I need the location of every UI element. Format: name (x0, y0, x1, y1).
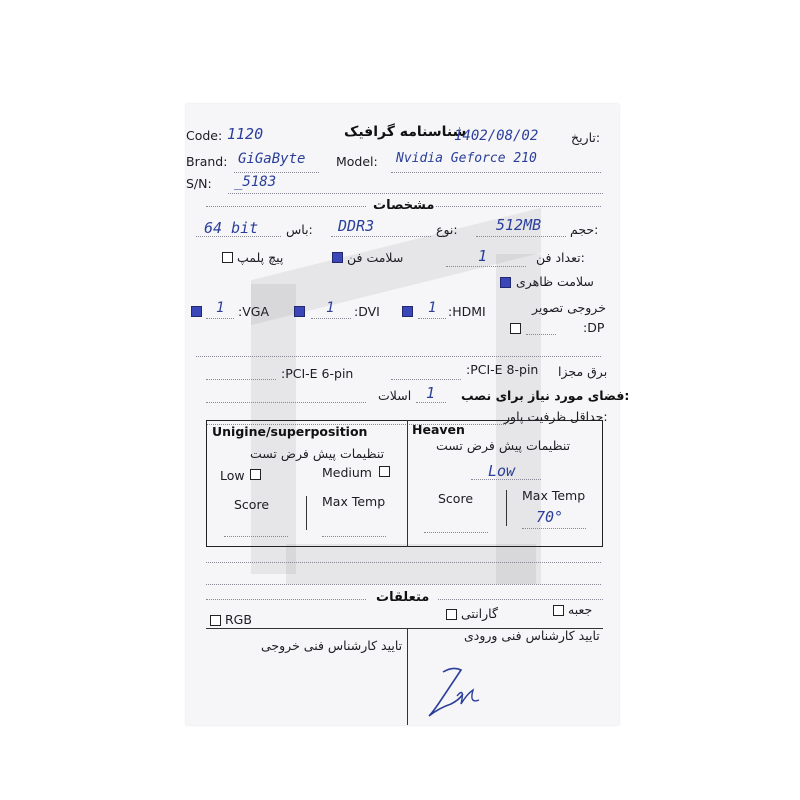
power-label: برق مجزا (558, 364, 608, 379)
appearance-checkbox[interactable] (500, 277, 511, 288)
unigine-title: Unigine/superposition (212, 424, 368, 439)
box-label: جعبه (568, 602, 593, 617)
model-label: Model: (336, 154, 378, 169)
form-title: شناسنامه گرافیک (344, 124, 467, 140)
unigine-preset-label: تنظیمات پیش فرض تست (250, 446, 385, 461)
unigine-maxtemp-label: Max Temp (322, 494, 386, 509)
vga-checkbox[interactable] (191, 306, 202, 317)
outputs-label: خروجی تصویر (532, 300, 606, 315)
pcie8-label: :PCI-E 8-pin (466, 362, 539, 377)
hdmi-label: :HDMI (448, 304, 486, 319)
fan-count-label: تعداد فن: (536, 250, 585, 265)
heaven-title: Heaven (412, 422, 465, 437)
slot-space-label: فضای مورد نیاز برای نصب: (461, 388, 630, 403)
type-label: نوع: (436, 222, 458, 237)
code-value: 1120 (227, 125, 264, 143)
sn-value: _5183 (234, 174, 277, 190)
dvi-label: :DVI (354, 304, 380, 319)
type-value: DDR3 (338, 217, 375, 235)
heaven-score-label: Score (438, 491, 474, 506)
fan-count-value: 1 (478, 247, 488, 265)
pump-label: پیچ پلمپ (237, 250, 284, 265)
fan-health-checkbox[interactable] (332, 252, 343, 263)
vga-label: :VGA (238, 304, 269, 319)
fan-health-label: سلامت فن (347, 250, 404, 265)
dp-checkbox[interactable] (510, 323, 521, 334)
dvi-count: 1 (326, 300, 335, 316)
heaven-maxtemp-value: 70° (536, 508, 564, 526)
unigine-score-label: Score (234, 497, 270, 512)
rgb-label: RGB (225, 612, 252, 627)
bus-value: 64 bit (204, 219, 259, 237)
specs-heading: مشخصات (373, 198, 435, 213)
bus-label: باس: (286, 222, 313, 237)
brand-label: Brand: (186, 154, 228, 169)
model-value: Nvidia Geforce 210 (396, 151, 537, 166)
pcie6-label: :PCI-E 6-pin (281, 366, 354, 381)
volume-value: 512MB (496, 216, 542, 234)
heaven-preset-label: تنظیمات پیش فرض تست (436, 438, 571, 453)
brand-value: GiGaByte (238, 151, 306, 167)
incoming-approval-label: تایید کارشناس فنی ورودی (464, 628, 600, 643)
watermark (286, 544, 536, 584)
slot-value: 1 (426, 384, 436, 402)
dvi-checkbox[interactable] (294, 306, 305, 317)
min-psu-label: حداقل ظرفیت پاور: (504, 409, 608, 424)
warranty-checkbox[interactable] (446, 609, 457, 620)
unigine-medium-label: Medium (322, 465, 372, 480)
code-label: Code: (186, 128, 223, 143)
dp-label: :DP (583, 320, 605, 335)
unigine-low-label: Low (220, 468, 245, 483)
pump-checkbox[interactable] (222, 252, 233, 263)
vga-count: 1 (216, 300, 225, 316)
date-label: تاریخ: (571, 130, 601, 145)
slot-unit: اسلات (378, 388, 412, 403)
warranty-label: گارانتی (461, 606, 498, 621)
rgb-checkbox[interactable] (210, 615, 221, 626)
unigine-low-checkbox[interactable] (250, 469, 261, 480)
date-value: 1402/08/02 (454, 128, 539, 144)
outgoing-approval-label: تایید کارشناس فنی خروجی (261, 638, 403, 653)
signature-mark (421, 664, 491, 722)
heaven-maxtemp-label: Max Temp (522, 488, 586, 503)
accessories-heading: متعلقات (376, 590, 430, 605)
hdmi-count: 1 (428, 300, 437, 316)
heaven-preset-value: Low (488, 462, 516, 480)
appearance-label: سلامت ظاهری (516, 274, 594, 289)
sn-label: S/N: (186, 176, 212, 191)
inspection-form (186, 104, 630, 725)
hdmi-checkbox[interactable] (402, 306, 413, 317)
box-checkbox[interactable] (553, 605, 564, 616)
volume-label: حجم: (570, 222, 599, 237)
unigine-medium-checkbox[interactable] (379, 466, 390, 477)
